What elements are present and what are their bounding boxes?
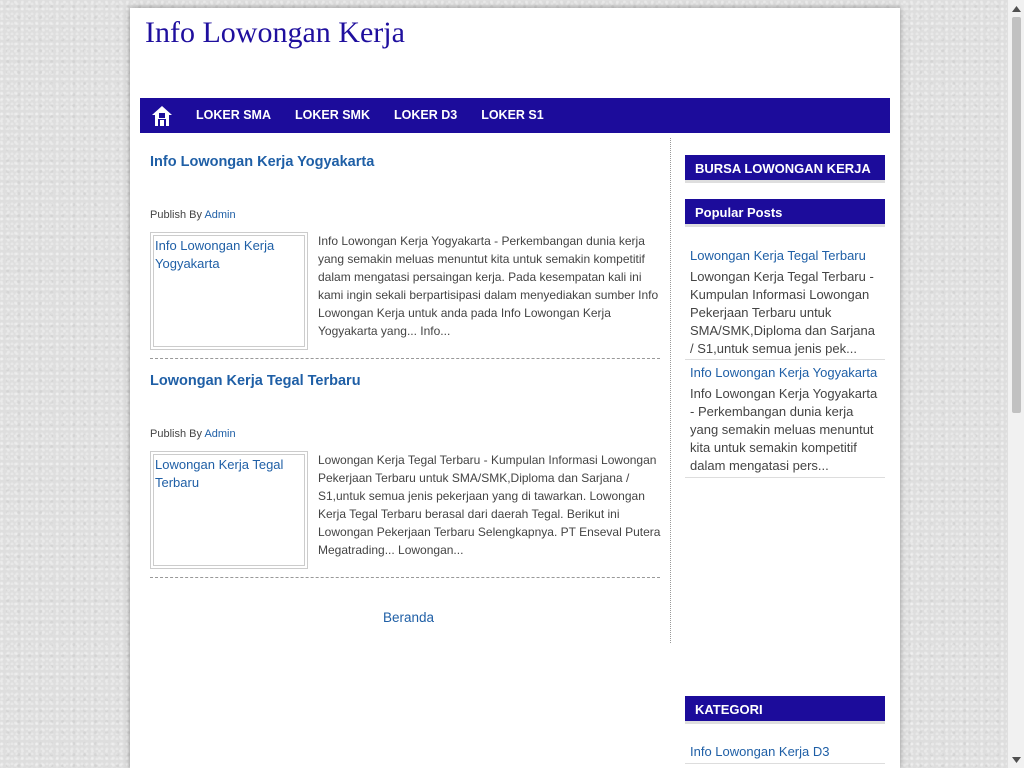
- publish-label: Publish By: [150, 428, 202, 440]
- scroll-up-button[interactable]: [1008, 0, 1024, 17]
- arrow-up-icon: [1012, 6, 1021, 12]
- post-snippet: Lowongan Kerja Tegal Terbaru - Kumpulan Informasi Lowongan Pekerjaan Terbaru untuk SMA/SMK,Diploma dan Sarjana / S1,untuk semua jenis pekerjaan yang di tawarkan. Lowongan Kerja Tegal Terbaru berasal dari daerah Tegal. Berikut ini Lowongan Pekerjaan Terbaru Selengkapnya. PT Enseval Putera Megatrading... Lowongan...: [318, 453, 661, 557]
- kategori-heading: KATEGORI: [685, 696, 885, 724]
- main-content: [140, 138, 671, 643]
- popular-post-title[interactable]: Lowongan Kerja Tegal Terbaru: [690, 248, 866, 263]
- popular-post-snippet: Info Lowongan Kerja Yogyakarta - Perkembangan dunia kerja yang semakin meluas menuntut kita untuk semakin kompetitif dalam mengatasi pers...: [690, 386, 878, 473]
- vertical-scrollbar[interactable]: [1007, 0, 1024, 768]
- nav-bar: [140, 98, 890, 133]
- popular-post-item: [685, 247, 885, 360]
- nav-link-loker-d3[interactable]: LOKER D3: [394, 108, 458, 122]
- popular-post-item: [685, 364, 885, 478]
- kategori-link[interactable]: Info Lowongan Kerja D3: [685, 744, 885, 764]
- post-thumbnail[interactable]: [150, 451, 308, 569]
- post-divider: [150, 577, 660, 578]
- home-icon: [151, 105, 173, 127]
- post-thumbnail[interactable]: [150, 232, 308, 350]
- bursa-widget-heading: BURSA LOWONGAN KERJA: [685, 155, 885, 183]
- page-container: [130, 8, 900, 768]
- popular-post-title[interactable]: Info Lowongan Kerja Yogyakarta: [690, 365, 878, 380]
- nav-link-loker-s1[interactable]: LOKER S1: [481, 108, 544, 122]
- author-link[interactable]: Admin: [204, 209, 236, 221]
- popular-post-snippet: Lowongan Kerja Tegal Terbaru - Kumpulan Informasi Lowongan Pekerjaan Terbaru untuk SMA/SMK,Diploma dan Sarjana / S1,untuk semua jenis pek...: [690, 269, 875, 356]
- nav-link-loker-smk[interactable]: LOKER SMK: [295, 108, 370, 122]
- nav-link-loker-sma[interactable]: LOKER SMA: [196, 108, 271, 122]
- post-snippet: Info Lowongan Kerja Yogyakarta - Perkembangan dunia kerja yang semakin meluas menuntut kita untuk semakin kompetitif dalam mengatasi persaingan kerja. Pada kesempatan kali ini kami ingin sekali berpartisipasi dalam menyediakan sumber Info Lowongan Kerja untuk anda pada Info Lowongan Kerja Yogyakarta yang... Info...: [318, 234, 659, 338]
- post-title[interactable]: Lowongan Kerja Tegal Terbaru: [150, 373, 361, 389]
- nav-home-link[interactable]: [140, 98, 184, 133]
- post-title[interactable]: Info Lowongan Kerja Yogyakarta: [150, 154, 375, 170]
- scroll-down-button[interactable]: [1008, 751, 1024, 768]
- post-meta: [150, 428, 236, 440]
- post-meta: [150, 209, 236, 221]
- sidebar: [685, 138, 885, 768]
- arrow-down-icon: [1012, 757, 1021, 763]
- publish-label: Publish By: [150, 209, 202, 221]
- post-item: [150, 154, 660, 338]
- post-divider: [150, 358, 660, 359]
- thumbnail-alt-text: Lowongan Kerja Tegal Terbaru: [153, 454, 305, 566]
- author-link[interactable]: Admin: [204, 428, 236, 440]
- site-title[interactable]: Info Lowongan Kerja: [145, 16, 405, 49]
- post-item: [150, 373, 661, 557]
- popular-posts-heading: Popular Posts: [685, 199, 885, 227]
- thumbnail-alt-text: Info Lowongan Kerja Yogyakarta: [153, 235, 305, 347]
- scrollbar-thumb[interactable]: [1012, 17, 1021, 413]
- home-page-link[interactable]: Beranda: [383, 610, 435, 625]
